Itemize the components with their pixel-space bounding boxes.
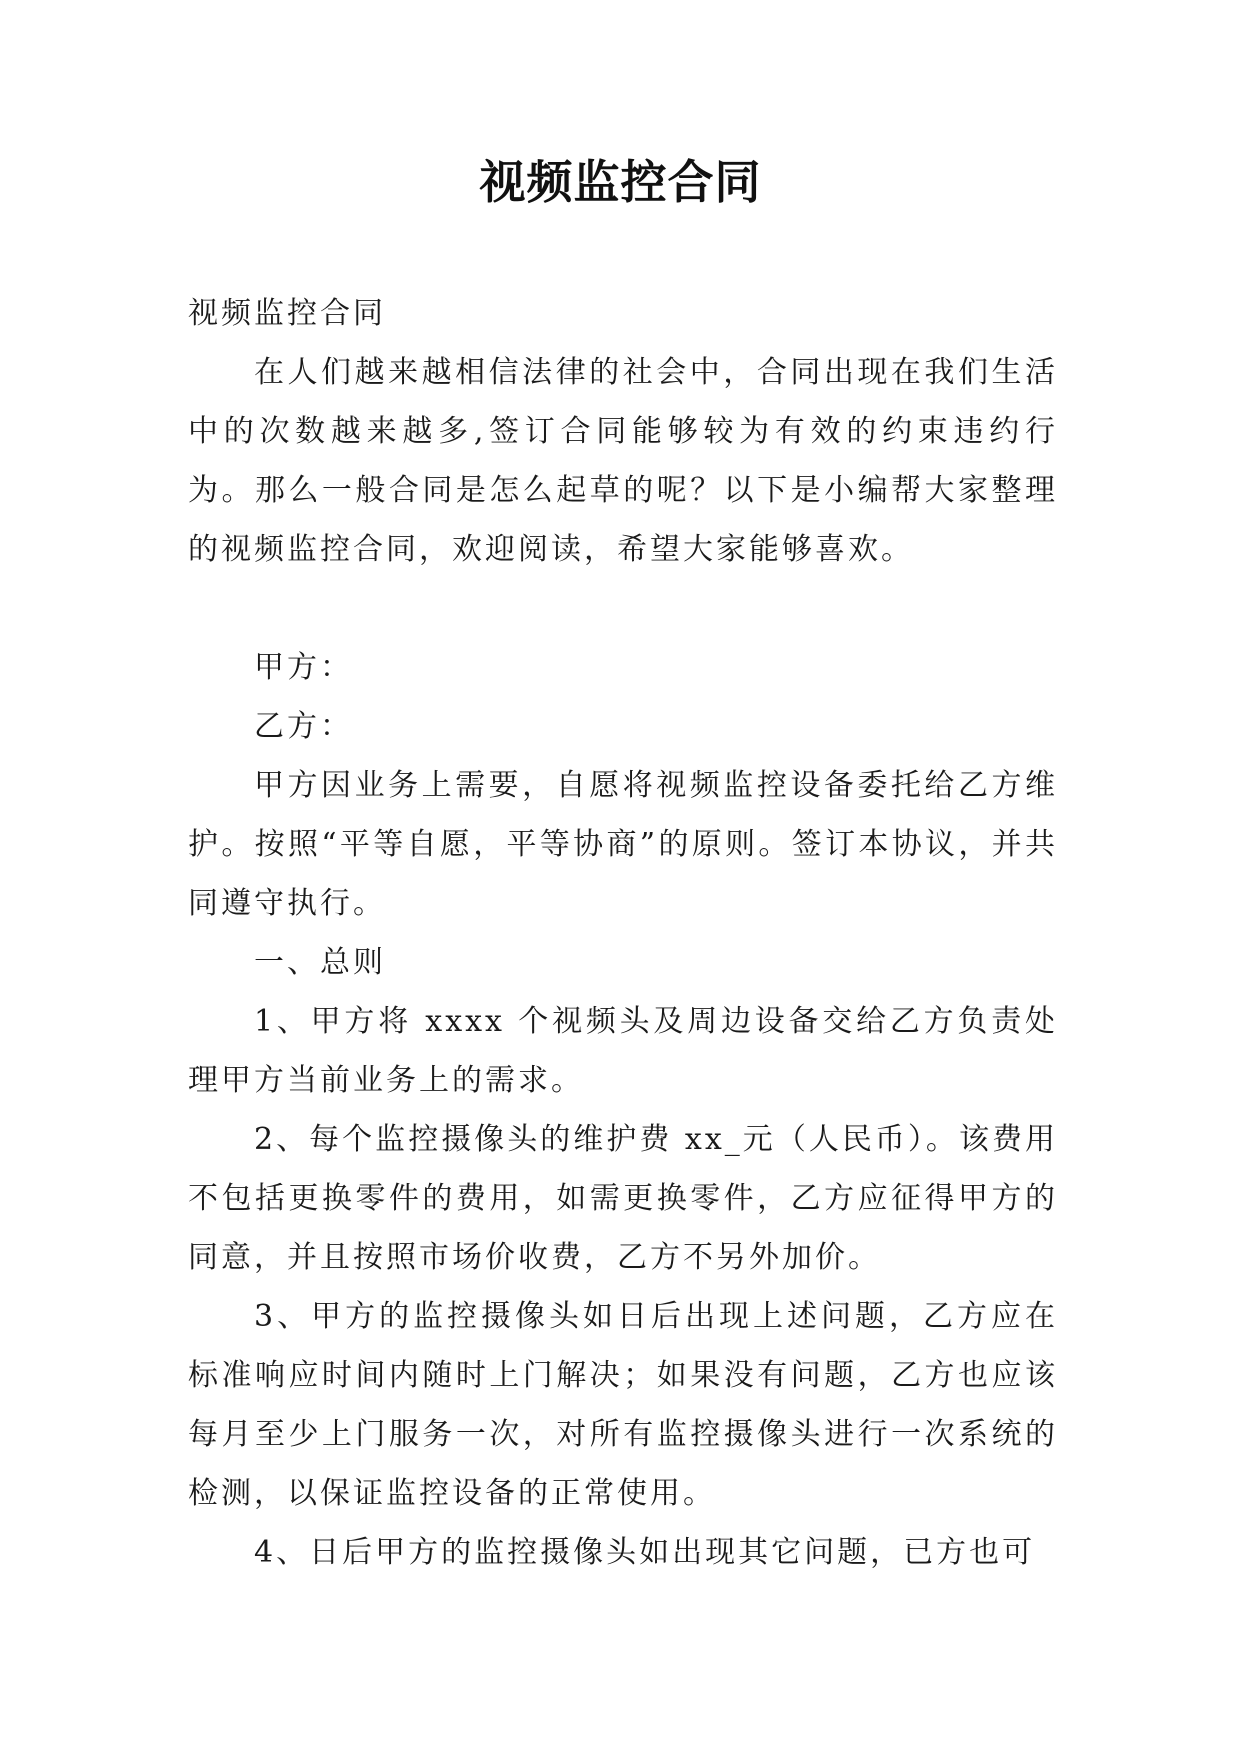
document-body xyxy=(188,284,1058,1582)
party-b-line: 乙方： xyxy=(254,709,353,744)
intro-paragraph: 在人们越来越相信法律的社会中，合同出现在我们生活中的次数越来越多,签订合同能够较为有效的约束违约行为。那么一般合同是怎么起草的呢？以下是小编帮大家整理的视频监控合同，欢迎阅读，希望大家能够喜欢。 xyxy=(188,355,1058,567)
clause-3: 3、甲方的监控摄像头如日后出现上述问题，乙方应在标准响应时间内随时上门解决；如果没有问题，乙方也应该每月至少上门服务一次，对所有监控摄像头进行一次系统的检测，以保证监控设备的正常使用。 xyxy=(188,1299,1058,1511)
clause-1: 1、甲方将 xxxx 个视频头及周边设备交给乙方负责处理甲方当前业务上的需求。 xyxy=(188,1004,1058,1098)
clause-4: 4、日后甲方的监控摄像头如出现其它问题，已方也可 xyxy=(254,1535,1036,1570)
subtitle-paragraph: 视频监控合同 xyxy=(188,296,386,331)
document-title: 视频监控合同 xyxy=(479,155,762,209)
clause-2: 2、每个监控摄像头的维护费 xx_元（人民币）。该费用不包括更换零件的费用，如需更换零件，乙方应征得甲方的同意，并且按照市场价收费，乙方不另外加价。 xyxy=(188,1122,1058,1275)
party-a-line: 甲方： xyxy=(254,650,353,685)
section-heading-general: 一、总则 xyxy=(254,945,386,980)
preamble-paragraph: 甲方因业务上需要，自愿将视频监控设备委托给乙方维护。按照“平等自愿，平等协商”的原则。签订本协议，并共同遵守执行。 xyxy=(188,768,1058,921)
